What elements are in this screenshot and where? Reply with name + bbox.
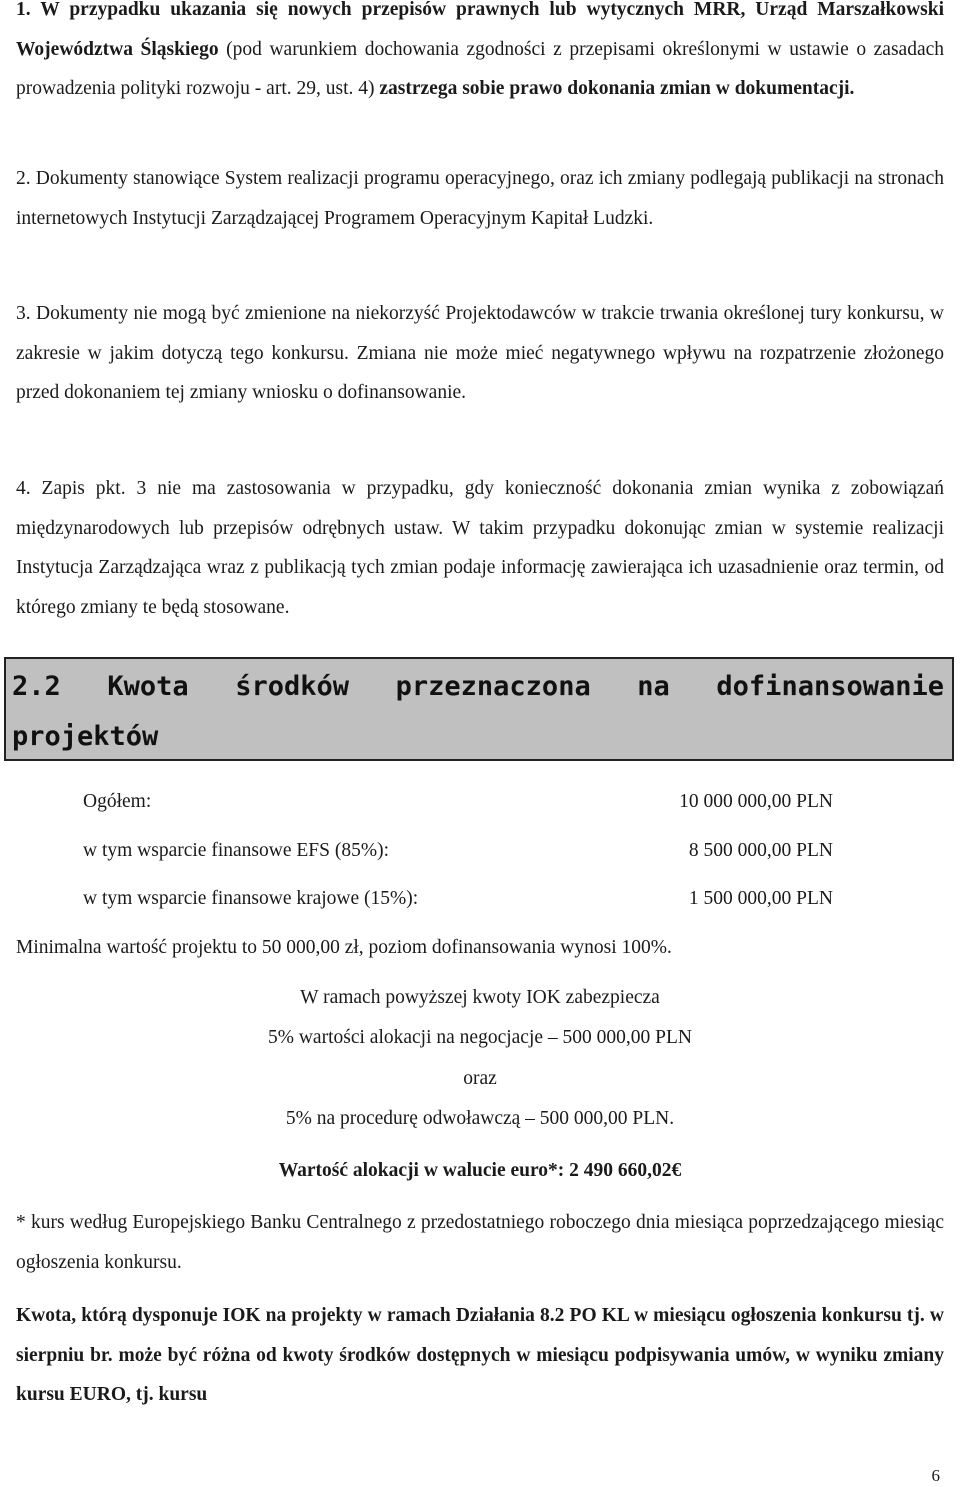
paragraph-1-bold: 1. W przypadku ukazania się nowych przepisów prawnych lub wytycznych MRR, Urząd Marszałkowski Województwa Śląskiego xyxy=(16,0,944,60)
reserve-line-4: 5% na procedurę odwoławczą – 500 000,00 PLN. xyxy=(285,1108,675,1129)
footnote: * kurs według Europejskiego Banku Centralnego z przedostatniego roboczego dnia miesiąca poprzedzającego miesiąc ogłoszenia konkursu. xyxy=(16,1212,944,1273)
amount-value: 1 500 000,00 PLN xyxy=(688,888,833,909)
reserve-line-3: oraz xyxy=(463,1068,497,1089)
paragraph-1-bold-end: zastrzega sobie prawo dokonania zmian w dokumentacji. xyxy=(379,78,855,99)
paragraph-3: 3. Dokumenty nie mogą być zmienione na niekorzyść Projektodawców w trakcie trwania określonej tury konkursu, w zakresie w jakim dotyczą tego konkursu. Zmiana nie może mieć negatywnego wpływu na rozpatrzenie złożonego przed dokonaniem tej zmiany wniosku o dofinansowanie. xyxy=(16,303,944,403)
final-paragraph: Kwota, którą dysponuje IOK na projekty w ramach Działania 8.2 PO KL w miesiącu ogłoszenia konkursu tj. w sierpniu br. może być różna od kwoty środków dostępnych w miesiącu podpisywania umów, w wyniku zmiany kursu EURO, tj. kursu xyxy=(16,1305,944,1405)
amount-label: Ogółem: xyxy=(83,791,152,812)
amount-label: w tym wsparcie finansowe EFS (85%): xyxy=(83,840,389,861)
amount-label: w tym wsparcie finansowe krajowe (15%): xyxy=(83,888,419,909)
paragraph-4: 4. Zapis pkt. 3 nie ma zastosowania w przypadku, gdy konieczność dokonania zmian wynika z zobowiązań międzynarodowych lub przepisów odrębnych ustaw. W takim przypadku dokonując zmian w systemie realizacji Instytucja Zarządzająca wraz z publikacją tych zmian podaje informację zawierająca ich uzasadnienie oraz termin, od którego zmiany te będą stosowane. xyxy=(16,478,944,618)
reserve-line-1: W ramach powyższej kwoty IOK zabezpiecza xyxy=(300,987,660,1008)
section-heading: 2.2 Kwota środków przeznaczona na dofinansowanie projektów xyxy=(12,671,944,752)
paragraph-2: 2. Dokumenty stanowiące System realizacji programu operacyjnego, oraz ich zmiany podlegają publikacji na stronach internetowych Instytucji Zarządzającej Programem Operacyjnym Kapitał Ludzki. xyxy=(16,168,944,229)
page-number: 6 xyxy=(931,1466,940,1485)
amount-value: 8 500 000,00 PLN xyxy=(688,840,833,861)
paragraph-1-text: (pod warunkiem dochowania zgodności z przepisami określonymi w ustawie o zasadach prowadzenia polityki rozwoju - art. 29, ust. 4) xyxy=(16,38,944,99)
paragraph-1 xyxy=(16,0,944,109)
minimum-value-text: Minimalna wartość projektu to 50 000,00 zł, poziom dofinansowania wynosi 100%. xyxy=(16,937,672,958)
amount-value: 10 000 000,00 PLN xyxy=(679,791,833,812)
euro-allocation-value: Wartość alokacji w walucie euro*: 2 490 660,02€ xyxy=(278,1160,682,1181)
reserve-line-2: 5% wartości alokacji na negocjacje – 500 000,00 PLN xyxy=(267,1027,692,1048)
